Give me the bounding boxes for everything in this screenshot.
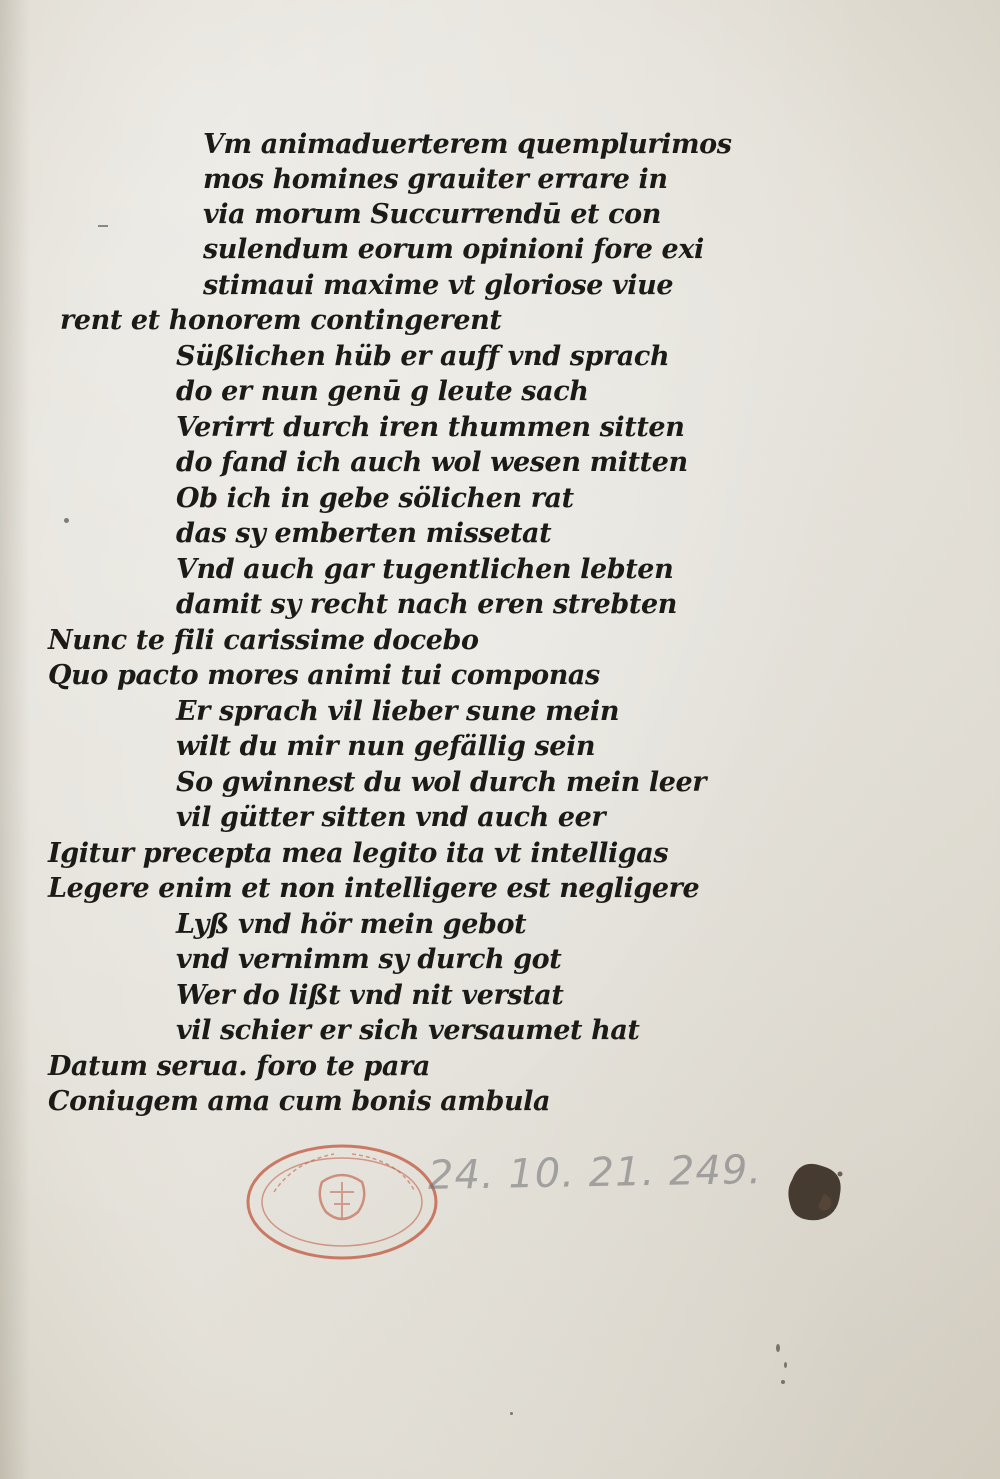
text-line: Vm animaduerterem quemplurimos — [203, 129, 732, 160]
text-line: rent et honorem contingerent — [60, 305, 502, 336]
text-line: Er sprach vil lieber sune mein — [176, 696, 620, 727]
library-stamp-icon — [244, 1142, 440, 1262]
ink-blot-icon — [770, 1150, 860, 1240]
text-line: Lyß vnd hör mein gebot — [176, 909, 527, 940]
paper-speck — [784, 1362, 787, 1368]
text-line: Legere enim et non intelligere est negligere — [48, 873, 700, 904]
text-line: do fand ich auch wol wesen mitten — [176, 447, 688, 478]
text-line: vil schier er sich versaumet hat — [176, 1015, 640, 1046]
text-line: Verirrt durch iren thummen sitten — [176, 412, 685, 443]
pencil-shelfmark: 24. 10. 21. 249. — [427, 1147, 763, 1199]
text-line: wilt du mir nun gefällig sein — [176, 731, 596, 762]
text-line: Ob ich in gebe sölichen rat — [176, 483, 574, 514]
paper-speck — [64, 518, 69, 523]
text-line: Igitur precepta mea legito ita vt intelligas — [48, 838, 669, 869]
text-line: Vnd auch gar tugentlichen lebten — [176, 554, 674, 585]
text-line: do er nun genū g leute sach — [176, 376, 589, 407]
text-line: via morum Succurrendū et con — [203, 199, 661, 230]
paper-speck — [510, 1412, 513, 1415]
margin-mark — [98, 225, 108, 227]
text-line: Nunc te fili carissime docebo — [48, 625, 479, 656]
text-line: stimaui maxime vt gloriose viue — [203, 270, 674, 301]
paper-speck — [781, 1380, 785, 1384]
text-line: das sy emberten missetat — [176, 518, 552, 549]
text-line: Quo pacto mores animi tui componas — [48, 660, 600, 691]
text-line: Süßlichen hüb er auff vnd sprach — [176, 341, 670, 372]
text-line: Datum serua. foro te para — [48, 1051, 430, 1082]
text-line: sulendum eorum opinioni fore exi — [203, 234, 704, 265]
text-line: So gwinnest du wol durch mein leer — [176, 767, 707, 798]
text-line: vil gütter sitten vnd auch eer — [176, 802, 606, 833]
text-line: Coniugem ama cum bonis ambula — [48, 1086, 551, 1117]
text-line: vnd vernimm sy durch got — [176, 944, 562, 975]
text-line: Wer do lißt vnd nit verstat — [176, 980, 564, 1011]
text-line: mos homines grauiter errare in — [203, 164, 668, 195]
text-line: damit sy recht nach eren strebten — [176, 589, 677, 620]
paper-speck — [776, 1344, 780, 1352]
